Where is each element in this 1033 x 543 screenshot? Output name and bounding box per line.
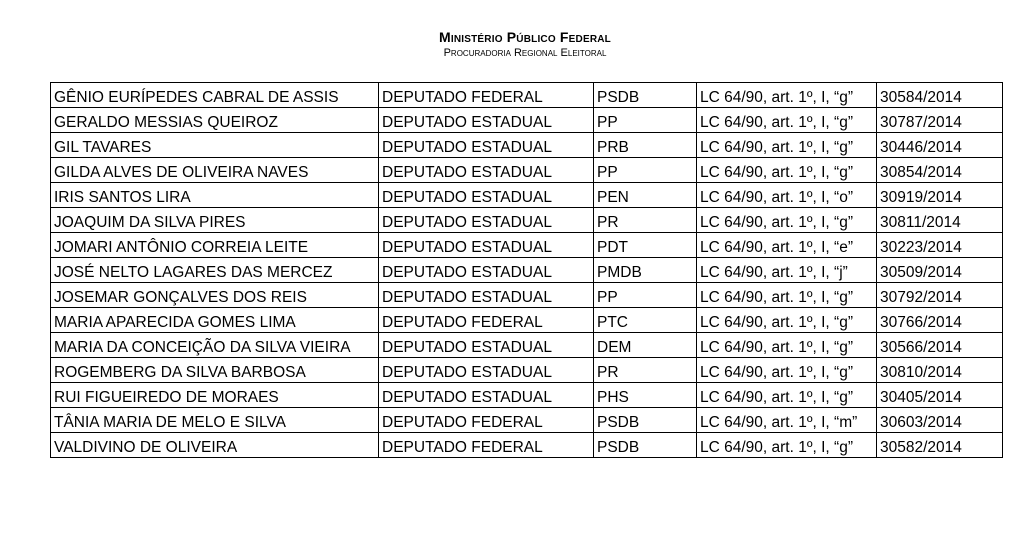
- candidate-party: PP: [594, 158, 697, 183]
- process-number: 30509/2014: [877, 258, 1003, 283]
- candidate-office: DEPUTADO ESTADUAL: [379, 108, 594, 133]
- candidate-party: PHS: [594, 383, 697, 408]
- table-row: [51, 358, 1003, 383]
- candidate-name: VALDIVINO DE OLIVEIRA: [51, 433, 379, 458]
- process-number: 30446/2014: [877, 133, 1003, 158]
- candidate-office: DEPUTADO FEDERAL: [379, 408, 594, 433]
- candidate-party: PMDB: [594, 258, 697, 283]
- legal-basis: LC 64/90, art. 1º, I, “e”: [697, 233, 877, 258]
- candidate-office: DEPUTADO ESTADUAL: [379, 183, 594, 208]
- table-row: [51, 183, 1003, 208]
- candidate-name: JOSÉ NELTO LAGARES DAS MERCEZ: [51, 258, 379, 283]
- table-row: [51, 158, 1003, 183]
- candidate-party: PEN: [594, 183, 697, 208]
- candidate-office: DEPUTADO ESTADUAL: [379, 208, 594, 233]
- process-number: 30405/2014: [877, 383, 1003, 408]
- table-row: [51, 333, 1003, 358]
- table-row: [51, 408, 1003, 433]
- table-row: [51, 83, 1003, 108]
- legal-basis: LC 64/90, art. 1º, I, “g”: [697, 433, 877, 458]
- candidate-party: DEM: [594, 333, 697, 358]
- candidate-party: PSDB: [594, 408, 697, 433]
- candidate-office: DEPUTADO ESTADUAL: [379, 383, 594, 408]
- legal-basis: LC 64/90, art. 1º, I, “g”: [697, 83, 877, 108]
- candidate-office: DEPUTADO ESTADUAL: [379, 333, 594, 358]
- legal-basis: LC 64/90, art. 1º, I, “g”: [697, 383, 877, 408]
- legal-basis: LC 64/90, art. 1º, I, “g”: [697, 308, 877, 333]
- document-header: [0, 29, 1033, 60]
- candidate-party: PDT: [594, 233, 697, 258]
- candidate-name: MARIA DA CONCEIÇÃO DA SILVA VIEIRA: [51, 333, 379, 358]
- candidate-name: GÊNIO EURÍPEDES CABRAL DE ASSIS: [51, 83, 379, 108]
- table-row: [51, 133, 1003, 158]
- candidate-name: IRIS SANTOS LIRA: [51, 183, 379, 208]
- candidate-name: GERALDO MESSIAS QUEIROZ: [51, 108, 379, 133]
- process-number: 30810/2014: [877, 358, 1003, 383]
- candidate-office: DEPUTADO ESTADUAL: [379, 283, 594, 308]
- candidate-office: DEPUTADO ESTADUAL: [379, 133, 594, 158]
- process-number: 30766/2014: [877, 308, 1003, 333]
- legal-basis: LC 64/90, art. 1º, I, “g”: [697, 283, 877, 308]
- table-row: [51, 308, 1003, 333]
- candidate-office: DEPUTADO ESTADUAL: [379, 358, 594, 383]
- org-title: Ministério Público Federal: [439, 29, 611, 45]
- candidate-party: PSDB: [594, 83, 697, 108]
- candidate-party: PTC: [594, 308, 697, 333]
- table-row: [51, 208, 1003, 233]
- org-subtitle: Procuradoria Regional Eleitoral: [443, 47, 607, 59]
- candidate-name: TÂNIA MARIA DE MELO E SILVA: [51, 408, 379, 433]
- table-row: [51, 283, 1003, 308]
- process-number: 30787/2014: [877, 108, 1003, 133]
- process-number: 30854/2014: [877, 158, 1003, 183]
- table-row: [51, 383, 1003, 408]
- legal-basis: LC 64/90, art. 1º, I, “g”: [697, 208, 877, 233]
- legal-basis: LC 64/90, art. 1º, I, “g”: [697, 333, 877, 358]
- process-number: 30919/2014: [877, 183, 1003, 208]
- candidates-table-body: [51, 83, 1003, 458]
- table-row: [51, 108, 1003, 133]
- candidate-party: PR: [594, 208, 697, 233]
- table-row: [51, 433, 1003, 458]
- candidate-office: DEPUTADO ESTADUAL: [379, 158, 594, 183]
- candidate-name: RUI FIGUEIREDO DE MORAES: [51, 383, 379, 408]
- legal-basis: LC 64/90, art. 1º, I, “g”: [697, 158, 877, 183]
- candidate-party: PRB: [594, 133, 697, 158]
- candidate-party: PR: [594, 358, 697, 383]
- legal-basis: LC 64/90, art. 1º, I, “o”: [697, 183, 877, 208]
- candidate-party: PP: [594, 283, 697, 308]
- legal-basis: LC 64/90, art. 1º, I, “m”: [697, 408, 877, 433]
- table-row: [51, 233, 1003, 258]
- candidate-office: DEPUTADO FEDERAL: [379, 83, 594, 108]
- legal-basis: LC 64/90, art. 1º, I, “g”: [697, 133, 877, 158]
- table-row: [51, 258, 1003, 283]
- candidate-party: PSDB: [594, 433, 697, 458]
- process-number: 30792/2014: [877, 283, 1003, 308]
- legal-basis: LC 64/90, art. 1º, I, “g”: [697, 108, 877, 133]
- candidate-office: DEPUTADO ESTADUAL: [379, 233, 594, 258]
- process-number: 30582/2014: [877, 433, 1003, 458]
- candidate-name: ROGEMBERG DA SILVA BARBOSA: [51, 358, 379, 383]
- candidate-name: GILDA ALVES DE OLIVEIRA NAVES: [51, 158, 379, 183]
- candidate-name: JOSEMAR GONÇALVES DOS REIS: [51, 283, 379, 308]
- process-number: 30223/2014: [877, 233, 1003, 258]
- candidate-name: GIL TAVARES: [51, 133, 379, 158]
- process-number: 30811/2014: [877, 208, 1003, 233]
- candidate-party: PP: [594, 108, 697, 133]
- candidate-name: JOMARI ANTÔNIO CORREIA LEITE: [51, 233, 379, 258]
- process-number: 30584/2014: [877, 83, 1003, 108]
- candidate-office: DEPUTADO FEDERAL: [379, 433, 594, 458]
- candidates-table: [50, 82, 1003, 458]
- legal-basis: LC 64/90, art. 1º, I, “j”: [697, 258, 877, 283]
- candidate-office: DEPUTADO FEDERAL: [379, 308, 594, 333]
- process-number: 30566/2014: [877, 333, 1003, 358]
- process-number: 30603/2014: [877, 408, 1003, 433]
- candidate-name: JOAQUIM DA SILVA PIRES: [51, 208, 379, 233]
- candidate-office: DEPUTADO ESTADUAL: [379, 258, 594, 283]
- legal-basis: LC 64/90, art. 1º, I, “g”: [697, 358, 877, 383]
- candidate-name: MARIA APARECIDA GOMES LIMA: [51, 308, 379, 333]
